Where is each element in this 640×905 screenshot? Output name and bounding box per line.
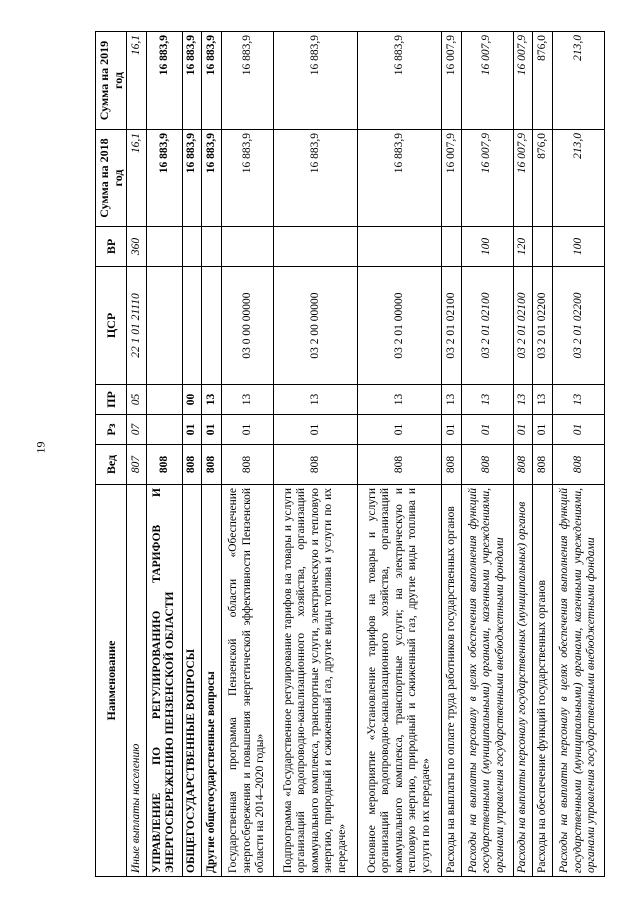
cell-csr: 03 2 01 02100 bbox=[461, 267, 513, 385]
cell-pr: 13 bbox=[513, 385, 533, 415]
header-sum-2018: Сумма на 2018 год bbox=[96, 130, 127, 227]
cell-sum-2019: 16 883,9 bbox=[182, 32, 202, 130]
cell-rz: 01 bbox=[222, 415, 274, 445]
cell-sum-2018: 16 007,9 bbox=[513, 130, 533, 227]
cell-sum-2019: 16 883,9 bbox=[222, 32, 274, 130]
table-row bbox=[461, 32, 513, 877]
cell-vr: 120 bbox=[513, 227, 533, 267]
cell-sum-2019: 16 883,9 bbox=[358, 32, 442, 130]
cell-pr: 13 bbox=[273, 385, 357, 415]
header-pr: ПР bbox=[96, 385, 127, 415]
table-row bbox=[442, 32, 462, 877]
cell-sum-2019: 16 007,9 bbox=[513, 32, 533, 130]
table-row bbox=[358, 32, 442, 877]
cell-rz: 07 bbox=[127, 415, 147, 445]
cell-vr bbox=[202, 227, 222, 267]
cell-vr: 100 bbox=[552, 227, 604, 267]
budget-table bbox=[95, 31, 605, 877]
cell-pr: 13 bbox=[533, 385, 553, 415]
cell-name: Государственная программа Пензенской области «Обеспечение энергосбережения и повышения энергетической эффективности Пензенской области на 2014–2020 годы» bbox=[222, 485, 274, 877]
table-row bbox=[182, 32, 202, 877]
cell-pr: 13 bbox=[461, 385, 513, 415]
table-row bbox=[202, 32, 222, 877]
cell-rz: 01 bbox=[461, 415, 513, 445]
page-number: 19 bbox=[33, 441, 48, 454]
header-vr: ВР bbox=[96, 227, 127, 267]
cell-vr bbox=[442, 227, 462, 267]
cell-rz: 01 bbox=[552, 415, 604, 445]
cell-pr: 13 bbox=[552, 385, 604, 415]
cell-sum-2019: 16 007,9 bbox=[461, 32, 513, 130]
cell-rz: 01 bbox=[513, 415, 533, 445]
table-row bbox=[127, 32, 147, 877]
table-row bbox=[552, 32, 604, 877]
cell-name: Расходы на выплаты по оплате труда работников государственных органов bbox=[442, 485, 462, 877]
cell-sum-2019: 876,0 bbox=[533, 32, 553, 130]
cell-name: Расходы на выплаты персоналу в целях обеспечения выполнения функций государственными (муниципальными) органами, казенными учреждениями, органами управления государственными внебюджетными фондами bbox=[552, 485, 604, 877]
cell-ved: 808 bbox=[513, 445, 533, 485]
cell-sum-2018: 16 883,9 bbox=[222, 130, 274, 227]
header-rz: Рз bbox=[96, 415, 127, 445]
cell-csr: 03 0 00 00000 bbox=[222, 267, 274, 385]
header-name: Наименование bbox=[96, 485, 127, 877]
cell-pr bbox=[146, 385, 182, 415]
cell-csr: 22 1 01 21110 bbox=[127, 267, 147, 385]
cell-ved: 808 bbox=[182, 445, 202, 485]
cell-rz: 01 bbox=[273, 415, 357, 445]
cell-sum-2018: 16 883,9 bbox=[202, 130, 222, 227]
cell-rz: 01 bbox=[358, 415, 442, 445]
cell-ved: 808 bbox=[222, 445, 274, 485]
cell-sum-2019: 16 007,9 bbox=[442, 32, 462, 130]
cell-csr: 03 2 01 02100 bbox=[513, 267, 533, 385]
header-csr: ЦСР bbox=[96, 267, 127, 385]
table-row bbox=[146, 32, 182, 877]
cell-vr: 360 bbox=[127, 227, 147, 267]
cell-ved: 808 bbox=[552, 445, 604, 485]
table-row bbox=[533, 32, 553, 877]
cell-sum-2018: 16 883,9 bbox=[273, 130, 357, 227]
cell-name: Другие общегосударственные вопросы bbox=[202, 485, 222, 877]
cell-ved: 808 bbox=[442, 445, 462, 485]
cell-sum-2018: 876,0 bbox=[533, 130, 553, 227]
cell-name: Подпрограмма «Государственное регулирование тарифов на товары и услуги организаций водопроводно-канализационного хозяйства, организаций коммунального комплекса, транспортные услуги, электрическую и тепловую энергию, природный и сжиженный газ, другие виды топлива и услуги по их передаче» bbox=[273, 485, 357, 877]
cell-ved: 808 bbox=[146, 445, 182, 485]
cell-name: Расходы на выплаты персоналу в целях обеспечения выполнения функций государственными (муниципальными) органами, казенными учреждениями, органами управления государственными внебюджетными фондами bbox=[461, 485, 513, 877]
table-row bbox=[222, 32, 274, 877]
cell-vr bbox=[533, 227, 553, 267]
cell-sum-2018: 16 883,9 bbox=[182, 130, 202, 227]
cell-csr: 03 2 01 00000 bbox=[358, 267, 442, 385]
cell-rz: 01 bbox=[182, 415, 202, 445]
cell-sum-2019: 16 883,9 bbox=[146, 32, 182, 130]
cell-ved: 807 bbox=[127, 445, 147, 485]
cell-vr bbox=[358, 227, 442, 267]
cell-sum-2019: 16 883,9 bbox=[273, 32, 357, 130]
cell-csr: 03 2 00 00000 bbox=[273, 267, 357, 385]
cell-sum-2018: 16,1 bbox=[127, 130, 147, 227]
cell-csr: 03 2 01 02200 bbox=[552, 267, 604, 385]
cell-vr: 100 bbox=[461, 227, 513, 267]
cell-vr bbox=[182, 227, 202, 267]
cell-sum-2018: 16 883,9 bbox=[358, 130, 442, 227]
cell-pr: 13 bbox=[358, 385, 442, 415]
header-sum-2019: Сумма на 2019 год bbox=[96, 32, 127, 130]
rotated-table-container bbox=[95, 32, 605, 877]
cell-csr: 03 2 01 02200 bbox=[533, 267, 553, 385]
cell-csr bbox=[182, 267, 202, 385]
cell-ved: 808 bbox=[273, 445, 357, 485]
cell-sum-2018: 213,0 bbox=[552, 130, 604, 227]
cell-pr: 00 bbox=[182, 385, 202, 415]
cell-sum-2018: 16 883,9 bbox=[146, 130, 182, 227]
table-row bbox=[273, 32, 357, 877]
cell-pr: 05 bbox=[127, 385, 147, 415]
table-row bbox=[513, 32, 533, 877]
cell-pr: 13 bbox=[202, 385, 222, 415]
cell-name: Основное мероприятие «Установление тарифов на товары и услуги организаций водопроводно-канализационного хозяйства, организаций коммунального комплекса, транспортные услуги; на электрическую и тепловую энергию, природный и сжиженный газ, другие виды топлива и услуги по их передаче» bbox=[358, 485, 442, 877]
cell-rz: 01 bbox=[533, 415, 553, 445]
header-ved: Вед bbox=[96, 445, 127, 485]
cell-csr bbox=[202, 267, 222, 385]
cell-csr bbox=[146, 267, 182, 385]
cell-pr: 13 bbox=[222, 385, 274, 415]
cell-rz: 01 bbox=[442, 415, 462, 445]
cell-name: Расходы на обеспечение функций государственных органов bbox=[533, 485, 553, 877]
cell-vr bbox=[273, 227, 357, 267]
cell-pr: 13 bbox=[442, 385, 462, 415]
cell-sum-2018: 16 007,9 bbox=[442, 130, 462, 227]
cell-ved: 808 bbox=[461, 445, 513, 485]
cell-csr: 03 2 01 02100 bbox=[442, 267, 462, 385]
table-header-row bbox=[96, 32, 127, 877]
cell-name: Расходы на выплаты персоналу государственных (муниципальных) органов bbox=[513, 485, 533, 877]
cell-name: Иные выплаты населению bbox=[127, 485, 147, 877]
cell-name: ОБЩЕГОСУДАРСТВЕННЫЕ ВОПРОСЫ bbox=[182, 485, 202, 877]
cell-rz bbox=[146, 415, 182, 445]
cell-ved: 808 bbox=[533, 445, 553, 485]
cell-sum-2019: 213,0 bbox=[552, 32, 604, 130]
cell-sum-2019: 16,1 bbox=[127, 32, 147, 130]
cell-vr bbox=[146, 227, 182, 267]
cell-rz: 01 bbox=[202, 415, 222, 445]
cell-ved: 808 bbox=[358, 445, 442, 485]
cell-sum-2018: 16 007,9 bbox=[461, 130, 513, 227]
cell-vr bbox=[222, 227, 274, 267]
cell-name: УПРАВЛЕНИЕ ПО РЕГУЛИРОВАНИЮ ТАРИФОВ И ЭНЕРГОСБЕРЕЖЕНИЮ ПЕНЗЕНСКОЙ ОБЛАСТИ bbox=[146, 485, 182, 877]
cell-sum-2019: 16 883,9 bbox=[202, 32, 222, 130]
cell-ved: 808 bbox=[202, 445, 222, 485]
